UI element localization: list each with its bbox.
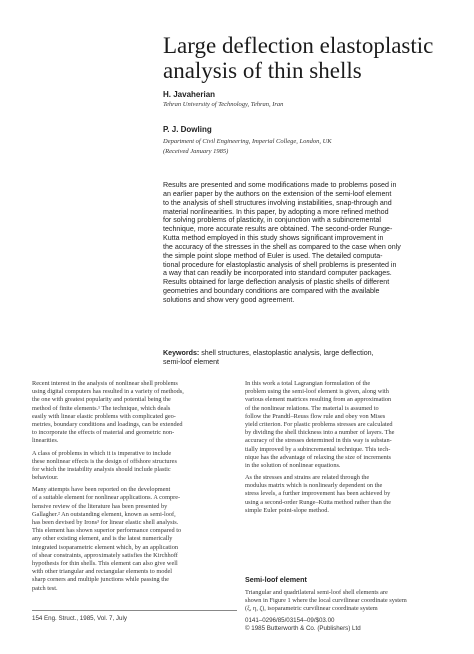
abstract — [163, 181, 461, 305]
title-line: Large deflection elastoplastic — [163, 33, 434, 58]
abstract-line: to the analysis of shell structures involving instabilities, snap-through and — [163, 198, 392, 207]
keywords — [163, 349, 461, 367]
body-line: modulus matrix which is nonlinearly dependent on the — [245, 482, 383, 490]
body-line: of a suitable element for nonlinear applications. A compre- — [32, 494, 181, 502]
abstract-line: the accuracy of the stresses in the shell as compared to the case when only — [163, 242, 401, 251]
body-line: Recent interest in the analysis of nonlinear shell problems — [32, 380, 178, 387]
body-line: with other triangular and rectangular elements to model — [32, 568, 173, 576]
body-line: of the nonlinear relations. The material is assumed to — [245, 404, 379, 412]
footer-rule — [32, 610, 237, 611]
body-line: simple Euler point-slope method. — [245, 506, 329, 514]
body-line: hypothesis for thin shells. This element can also give well — [32, 559, 178, 567]
body-line: integrated isoparametric element which, by an application — [32, 543, 178, 551]
author-affiliation: Tehran University of Technology, Tehran, Iran — [163, 101, 284, 108]
body-line: sharp corners and multiple junctions while passing the — [32, 576, 169, 584]
abstract-line: solutions and show very good agreement. — [163, 295, 295, 304]
body-line: problem using the semi-loof element is given, along with — [245, 388, 389, 396]
body-line: of shear constraints, approximately satisfies the Kirchhoff — [32, 551, 178, 559]
body-line: to incorporate the effects of material and geometric non- — [32, 429, 175, 437]
body-line: behaviour. — [32, 474, 59, 482]
body-line: tially improved by a subincremental technique. This tech- — [245, 445, 391, 453]
body-line: using a second-order Runge–Kutta method rather than the — [245, 498, 392, 506]
author-name: H. Javaherian — [163, 90, 216, 99]
title-line: analysis of thin shells — [163, 58, 362, 83]
body-line: patch test. — [32, 584, 58, 592]
body-line: In this work a total Lagrangian formulation of the — [245, 380, 371, 387]
body-line: Triangular and quadrilateral semi-loof shell elements are — [245, 589, 388, 596]
paper-title — [163, 33, 463, 83]
body-line: yield criterion. For plastic problems stresses are calculated — [245, 420, 393, 428]
body-line: This element has shown superior performance compared to — [32, 527, 182, 535]
copyright-line: © 1985 Butterworth & Co. (Publishers) Ltd — [245, 625, 361, 632]
abstract-line: Results obtained for large deflection analysis of plastic shells of different — [163, 278, 390, 287]
body-line: shown in Figure 1 where the local curvilinear coordinate system — [245, 597, 407, 605]
body-line: Many attempts have been reported on the development — [32, 486, 171, 494]
body-line: these nonlinear effects is the design of offshore structures — [32, 457, 177, 465]
body-line: accuracy of the stresses determined in this way is substan- — [245, 437, 392, 445]
body-line: (ξ, η, ζ), isoparametric curvilinear coordinate system — [245, 605, 378, 613]
body-line: linearities. — [32, 437, 59, 445]
body-line: has been devised by Irons³ for linear elastic shell analysis. — [32, 519, 179, 526]
body-line: easily with linear elastic problems with complicated geo- — [32, 412, 176, 420]
body-line: for which the instability analysis should include plastic — [32, 465, 171, 473]
abstract-line: Kutta method employed in this study shows significant improvement in — [163, 234, 384, 243]
keywords-label: Keywords: — [163, 349, 200, 357]
abstract-line: tional procedure for elastoplastic analysis of shell problems is presented in — [163, 260, 397, 269]
body-line: follow the Prandtl–Reuss flow rule and obey von Mises — [245, 412, 386, 420]
section-body — [245, 589, 455, 614]
body-line: stress levels, a further improvement has been achieved by — [245, 490, 391, 498]
body-line: hensive review of the literature has been presented by — [32, 502, 168, 510]
author-affiliation: Department of Civil Engineering, Imperial College, London, UK — [163, 138, 332, 145]
left-column — [32, 380, 237, 593]
abstract-line: Results are presented and some modifications made to problems posed in — [163, 181, 397, 189]
abstract-line: material nonlinearities. In this paper, by adopting a more refined method — [163, 207, 389, 216]
abstract-line: for solving problems of plasticity, in conjunction with a subincremental — [163, 216, 381, 225]
abstract-line: a way that can readily be incorporated into standard computer packages. — [163, 269, 392, 278]
body-line: Gallagher.² An outstanding element, known as semi-loof, — [32, 510, 176, 518]
body-line: nique has the advantage of relaxing the size of increments — [245, 453, 391, 461]
body-line: the one with greatest popularity and potential being the — [32, 396, 171, 404]
keywords-line: semi-loof element — [163, 358, 219, 366]
keywords-line: shell structures, elastoplastic analysis, large deflection, — [201, 349, 374, 357]
body-line: in the solution of nonlinear equations. — [245, 461, 341, 469]
copyright-notice — [245, 617, 361, 633]
body-line: metries, boundary conditions and loadings, can be extended — [32, 420, 183, 428]
right-column — [245, 380, 455, 515]
abstract-line: technique, more accurate results are obtained. The second-order Runge- — [163, 225, 393, 234]
author-name: P. J. Dowling — [163, 125, 212, 134]
body-line: various element matrices resulting from an approximation — [245, 396, 392, 404]
body-line: any other existing element, and is the latest numerically — [32, 535, 173, 543]
received-date: (Received January 1985) — [163, 148, 229, 155]
body-line: using digital computers has resulted in a variety of methods, — [32, 388, 184, 396]
journal-citation: 154 Eng. Struct., 1985, Vol. 7, July — [32, 615, 127, 622]
abstract-line: an earlier paper by the authors on the extension of the semi-loof element — [163, 189, 392, 198]
body-line: A class of problems in which it is imperative to include — [32, 449, 172, 457]
body-line: As the stresses and strains are related through the — [245, 474, 370, 482]
body-line: by dividing the shell thickness into a number of layers. The — [245, 429, 395, 437]
body-line: method of finite elements.¹ The technique, which deals — [32, 404, 171, 412]
abstract-line: geometries and boundary conditions are compared with the available — [163, 287, 380, 296]
section-heading: Semi-loof element — [245, 575, 307, 584]
issn-line: 0141–0296/85/03154–09/$03.00 — [245, 617, 335, 624]
abstract-line: the simple point slope method of Euler is used. The detailed computa- — [163, 251, 383, 260]
